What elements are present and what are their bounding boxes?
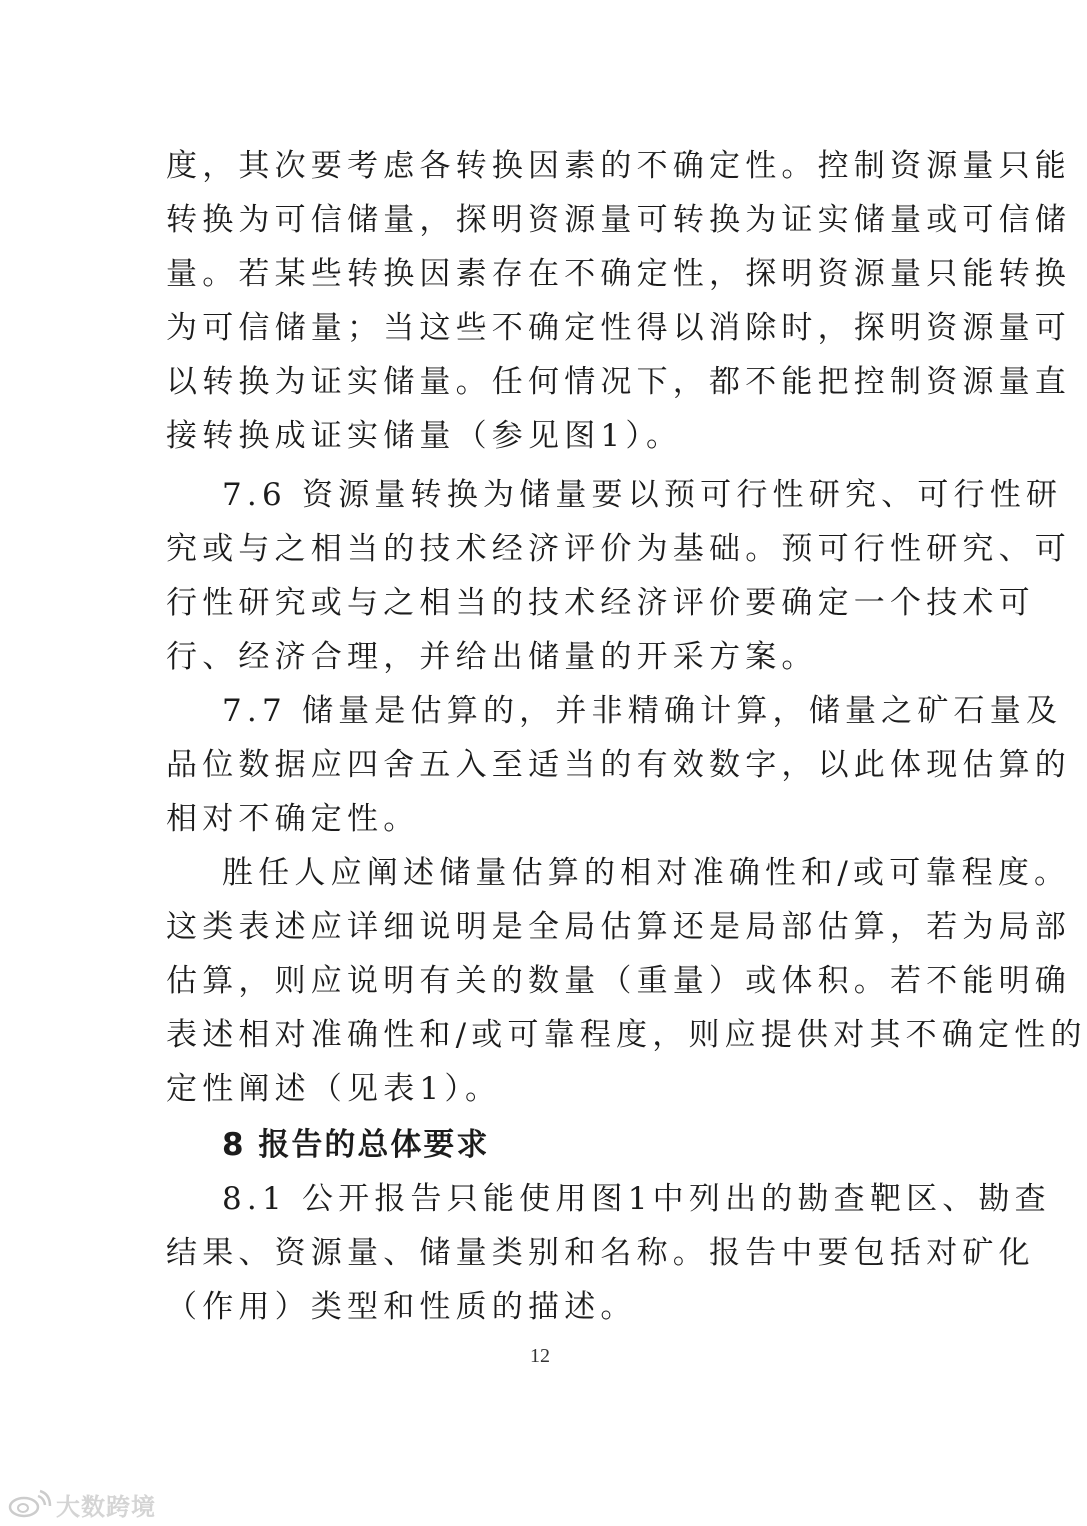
text-line: 定性阐述（见表1）。 [166,1071,502,1107]
text-line: 度，其次要考虑各转换因素的不确定性。控制资源量只能 [166,148,1071,184]
text-line: 表述相对准确性和/或可靠程度，则应提供对其不确定性的 [166,1017,1087,1053]
text-line: 行、经济合理，并给出储量的开采方案。 [166,639,818,675]
watermark [8,1488,156,1520]
text-line: 为可信储量；当这些不确定性得以消除时，探明资源量可 [166,310,1071,346]
watermark-text: 大数跨境 [56,1492,156,1521]
clause-7-6-first-line: 7.6 资源量转换为储量要以预可行性研究、可行性研 [222,477,1063,513]
text-line: 量。若某些转换因素存在不确定性，探明资源量只能转换 [166,256,1071,292]
text-line: 转换为可信储量，探明资源量可转换为证实储量或可信储 [166,202,1071,238]
text-line: 以转换为证实储量。任何情况下，都不能把控制资源量直 [166,364,1071,400]
clause-7-7-first-line: 7.7 储量是估算的，并非精确计算，储量之矿石量及 [222,693,1063,729]
text-line: 究或与之相当的技术经济评价为基础。预可行性研究、可 [166,531,1071,567]
text-line: 结果、资源量、储量类别和名称。报告中要包括对矿化 [166,1235,1035,1271]
text-line: 这类表述应详细说明是全局估算还是局部估算，若为局部 [166,909,1071,945]
page-number: 12 [530,1345,550,1367]
clause-8-1-first-line: 8.1 公开报告只能使用图1中列出的勘查靶区、勘查 [222,1181,1051,1217]
text-line: 品位数据应四舍五入至适当的有效数字，以此体现估算的 [166,747,1071,783]
text-line: 行性研究或与之相当的技术经济评价要确定一个技术可 [166,585,1035,621]
text-line: 接转换成证实储量（参见图1）。 [166,418,683,454]
section-8-heading: 8 报告的总体要求 [222,1127,490,1163]
text-line: 相对不确定性。 [166,801,420,837]
weibo-logo-icon [8,1490,52,1518]
text-line: （作用）类型和性质的描述。 [166,1289,637,1325]
text-line: 估算，则应说明有关的数量（重量）或体积。若不能明确 [166,963,1071,999]
paragraph-first-line: 胜任人应阐述储量估算的相对准确性和/或可靠程度。 [222,855,1071,891]
